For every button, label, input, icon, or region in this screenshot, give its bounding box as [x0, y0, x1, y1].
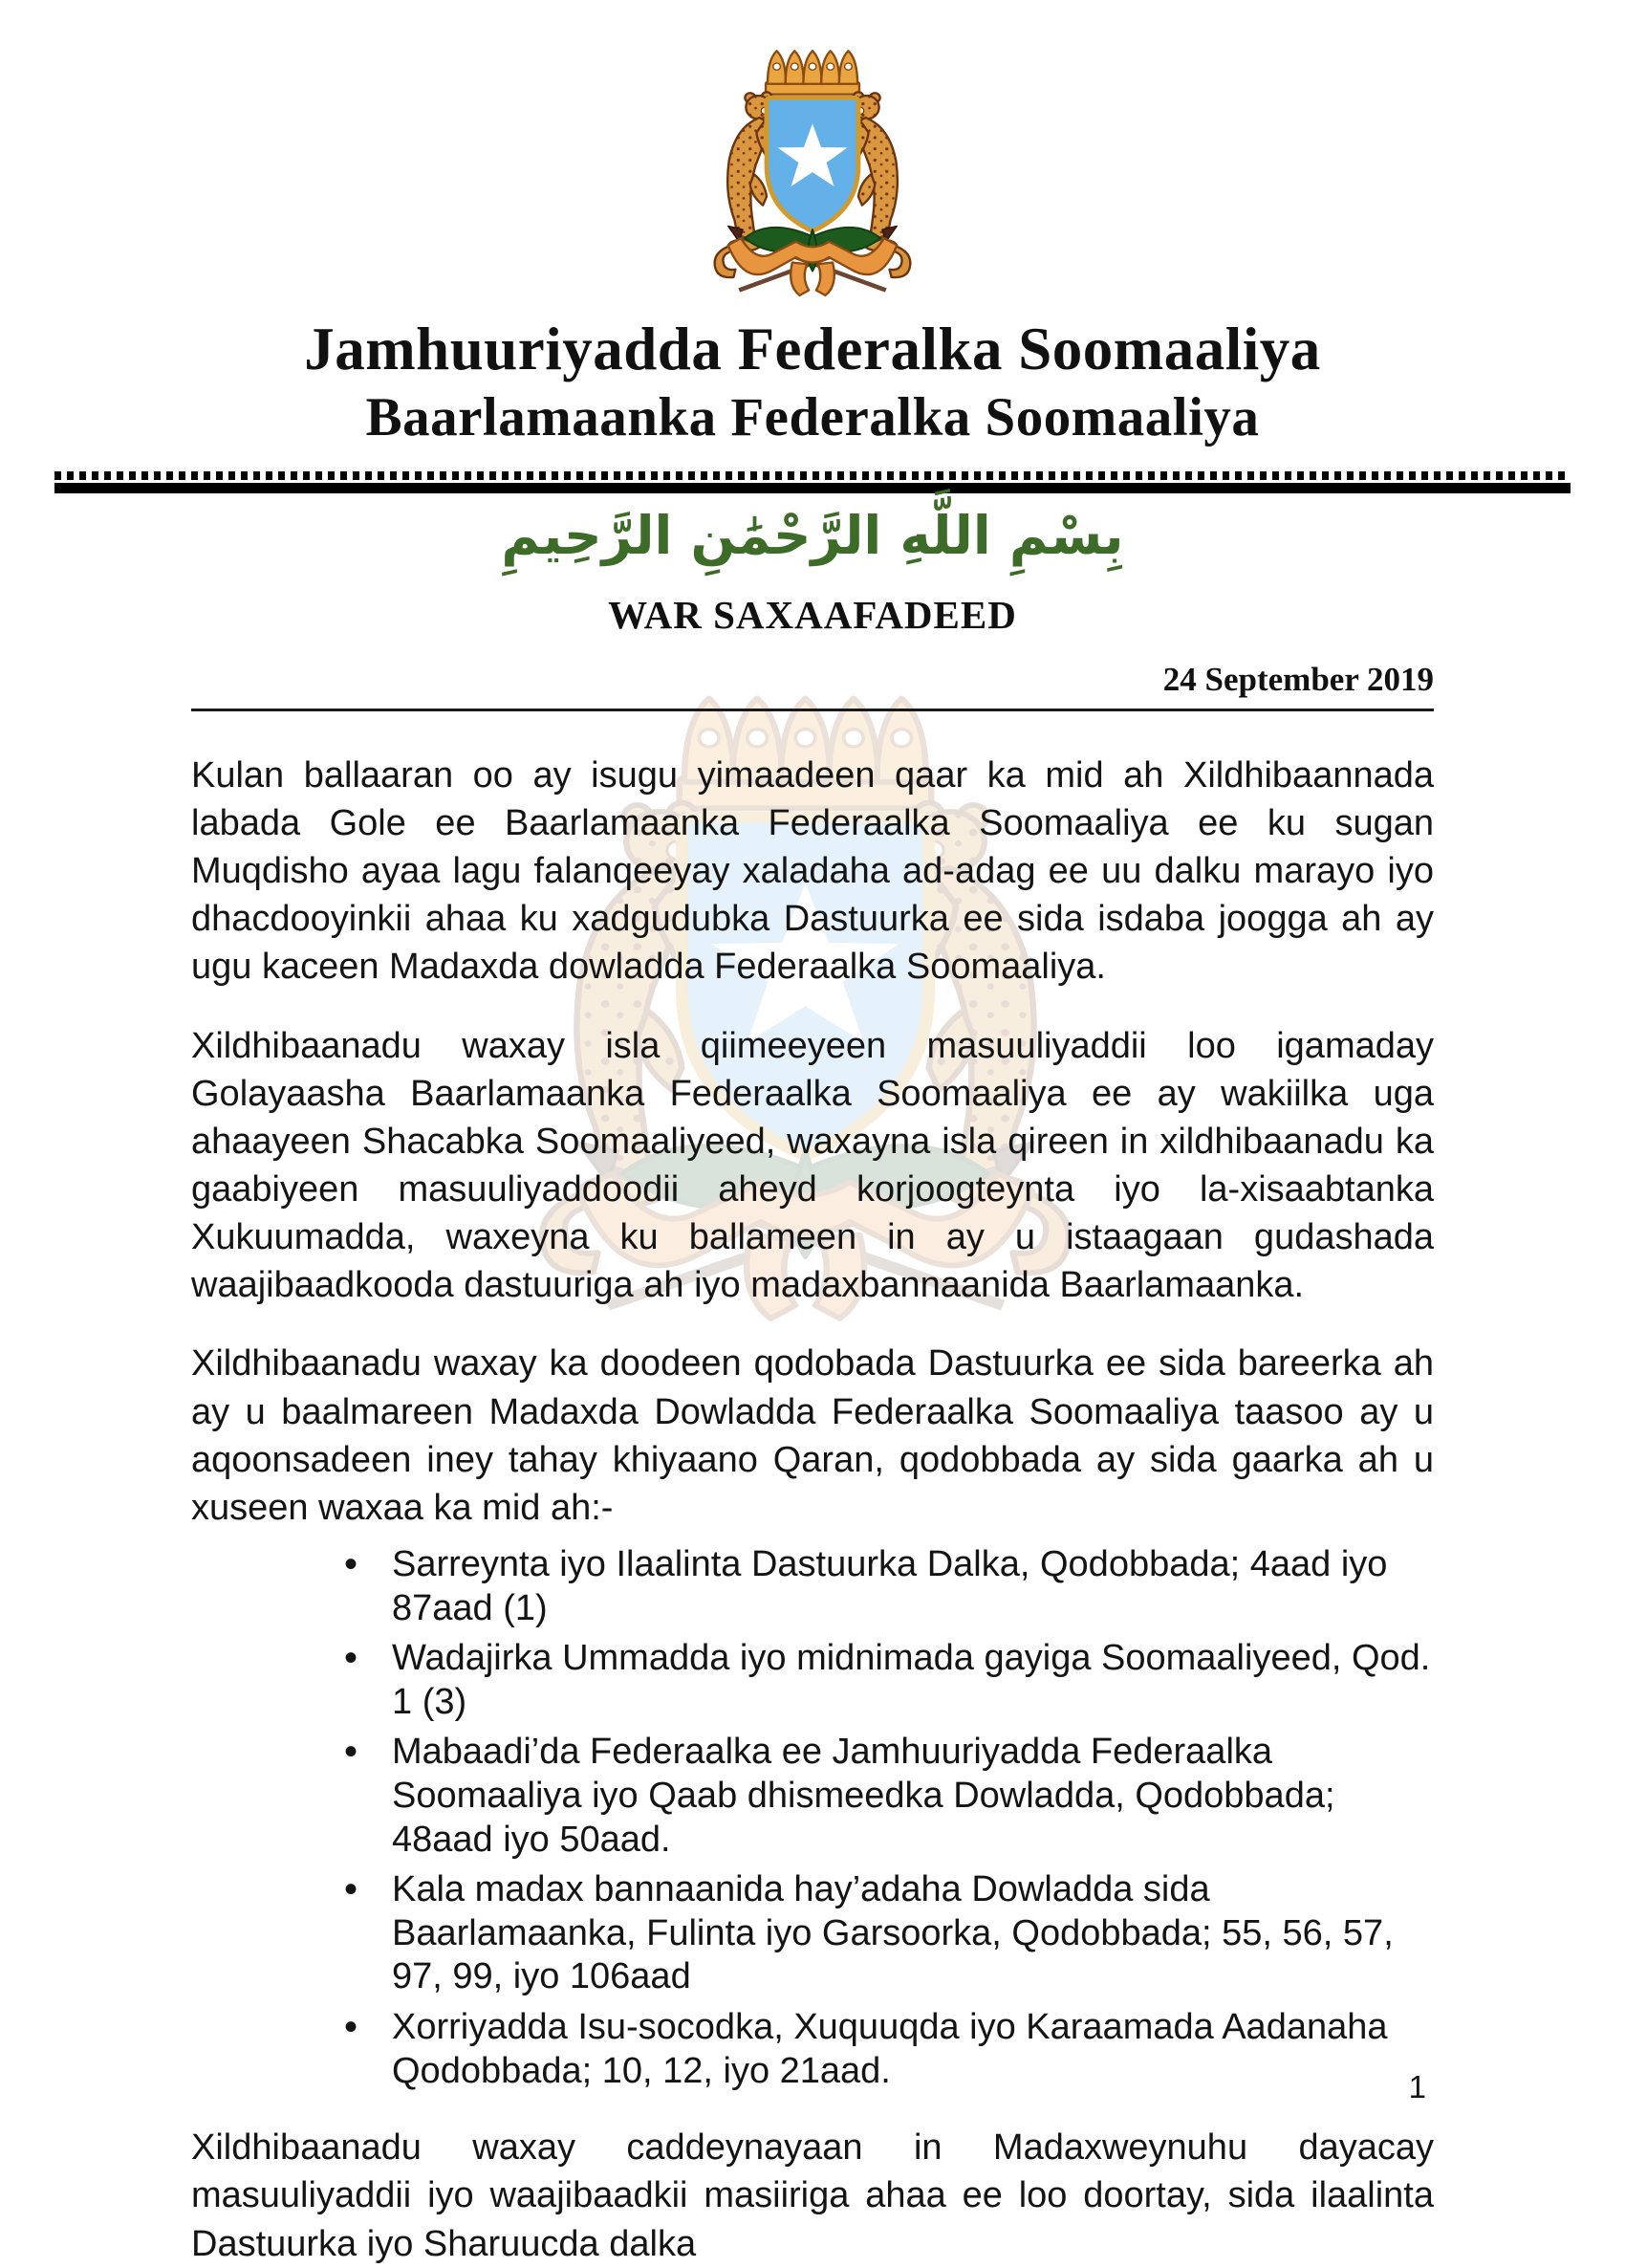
somalia-coat-of-arms-icon [675, 44, 950, 304]
bullet-item-2: • Wadajirka Ummadda iyo midnimada gayiga Soomaaliyeed, Qod. 1 (3) [342, 1637, 1434, 1724]
bullet-item-1: • Sarreynta iyo Ilaalinta Dastuurka Dalka, Qodobbada; 4aad iyo 87aad (1) [342, 1543, 1434, 1630]
document-body [191, 752, 1434, 2268]
document-date: 24 September 2019 [191, 661, 1434, 711]
body-paragraph-3: Xildhibaanadu waxay ka doodeen qodobada Dastuurka ee sida bareerka ah ay u baalmareen Madaxda Dowladda Federaalka Soomaaliya taasoo ay u aqoonsadeen iney tahay khiyaano Qaran, qodobbada ay sida gaarka ah u xuseen waxaa ka mid ah:- [191, 1343, 1434, 1528]
bullet-item-4: • Kala madax bannaanida hay’adaha Dowladda sida Baarlamaanka, Fulinta iyo Garsoorka, Qodobbada; 55, 56, 57, 97, 99, iyo 106aad [342, 1868, 1434, 1999]
body-paragraph-1: Kulan ballaaran oo ay isugu yimaadeen qaar ka mid ah Xildhibaannada labada Gole ee Baarlamaanka Federaalka Soomaaliya ee ku sugan Muqdisho ayaa lagu falanqeeyay xaladaha ad-adag ee uu dalku marayo iyo dhacdooyinkii ahaa ku xadgudubka Dastuurka ee sida isdaba joogga ah ay ugu kaceen Madaxda dowladda Federaalka Soomaaliya. [191, 754, 1434, 988]
closing-paragraph: Xildhibaanadu waxay caddeynayaan in Madaxweynuhu dayacay masuuliyaddii iyo waajibaadkii masiiriga ahaa ee loo doortay, sida ilaalinta Dastuurka iyo Sharuucda dalka [191, 2127, 1434, 2264]
page-title-line1: Jamhuuriyadda Federalka Soomaaliya [304, 316, 1321, 382]
bullet-list [342, 1543, 1434, 2093]
body-paragraph-2: Xildhibaanadu waxay isla qiimeeyeen masuuliyaddii loo igamaday Golayaasha Baarlamaanka Federaalka Soomaaliya ee ay wakiilka uga ahaayeen Shacabka Soomaaliyeed, waxayna isla qireen in xildhibaanadu ka gaabiyeen masuuliyaddoodii aheyd korjoogteynta iyo la-xisaabtanka Xukuumadda, waxeyna ku ballameen in ay u istaagaan gudashada waajibaadkooda dastuuriga ah iyo madaxbannaanida Baarlamaanka. [191, 1025, 1434, 1306]
divider-dotted-line [54, 471, 1571, 480]
divider-solid-bar [54, 483, 1571, 493]
basmala-text: بِسْمِ اللَّهِ الرَّحْمَٰنِ الرَّحِيمِ [501, 505, 1124, 566]
header-divider [54, 471, 1571, 493]
bullet-item-5: • Xorriyadda Isu-socodka, Xuquuqda iyo Karaamada Aadanaha Qodobbada; 10, 12, iyo 21aad. [342, 2006, 1434, 2093]
bullet-item-3: • Mabaadi’da Federaalka ee Jamhuuriyadda Federaalka Soomaaliya iyo Qaab dhismeedka Dowladda, Qodobbada; 48aad iyo 50aad. [342, 1731, 1434, 1862]
page-number: 1 [1408, 2068, 1426, 2104]
page-title-line2: Baarlamaanka Federalka Soomaaliya [365, 387, 1260, 447]
press-release-heading: WAR SAXAAFADEED [608, 592, 1017, 637]
